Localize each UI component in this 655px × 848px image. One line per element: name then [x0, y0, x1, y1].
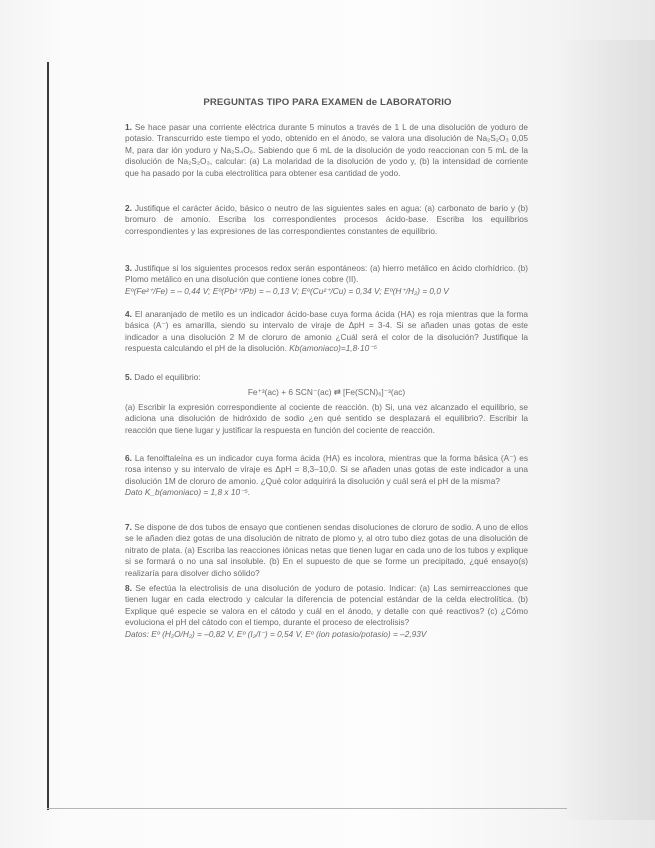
question-5: [125, 372, 528, 436]
question-6: [125, 453, 528, 499]
question-data: Kb(amoniaco)=1,8·10⁻⁵: [289, 343, 378, 354]
question-data: Eº(Fe²⁺/Fe) = – 0,44 V; Eº(Pb²⁺/Pb) = – 0,13 V; Eº(Cu²⁺/Cu) = 0,34 V; Eº(H⁺/H₂) = 0,0 V: [125, 285, 449, 296]
question-text: Se hace pasar una corriente eléctrica durante 5 minutos a través de 1 L de una disolución de yoduro de potasio. Transcurrido este tiempo el yodo, obtenido en el ánodo, se valora una disolución de Na₂S₂O₃ 0,05 M, para dar ión yoduro y Na₂S₄O₆. Sabiendo que 6 mL de la disolución de yodo reaccionan con 5 mL de la disolución de Na₂S₂O₃, calcular: (a) La molaridad de la disolución de yodo y, (b) la intensidad de corriente que ha pasado por la cuba electrolítica para obtener esa cantidad de yodo.: [125, 122, 528, 178]
question-text: La fenolftaleína es un indicador cuya forma ácida (HA) es incolora, mientras que la forma básica (A⁻) es rosa intenso y su intervalo de viraje es ΔpH = 8,3–10,0. Si se añaden unas gotas de este indicador a una disolución 1M de cloruro de amonio. ¿Qué color adquirirá la disolución y cuál será el pH de la misma?: [125, 453, 528, 486]
question-number: 5.: [125, 372, 132, 382]
question-text: El anaranjado de metilo es un indicador ácido-base cuya forma ácida (HA) es roja mientras que la forma básica (A⁻) es amarilla, siendo su intervalo de viraje de ΔpH = 3-4. Si se añaden unas gotas de este indicador a una disolución 2 M de cloruro de amonio ¿Cuál será el color de la disolución? Justifique la respuesta calculando el pH de la disolución.: [125, 309, 528, 354]
question-number: 1.: [125, 122, 132, 132]
question-intro: Dado el equilibrio:: [134, 372, 201, 382]
question-data: Dato K_b(amoniaco) = 1,8 x 10⁻⁵.: [125, 487, 251, 498]
question-3: [125, 263, 528, 297]
question-4: [125, 309, 528, 355]
question-number: 8.: [125, 583, 132, 593]
document-title: PREGUNTAS TIPO PARA EXAMEN de LABORATORIO: [203, 97, 452, 108]
question-text: Justifique si los siguientes procesos redox serán espontáneos: (a) hierro metálico en ácido clorhídrico. (b) Plomo metálico en una disolución que contiene iones cobre (II).: [125, 263, 528, 285]
question-number: 7.: [125, 522, 132, 532]
question-text: Se efectúa la electrolisis de una disolución de yoduro de potasio. Indicar: (a) Las semirreacciones que tienen lugar en cada electrodo y calcular la diferencia de potencial estándar de la celda electrolítica. (b) Explique qué especie se valora en el cátodo y cuál en el ánodo, y detalle con qué reactivos? (c) ¿Cómo evoluciona el pH del cátodo con el tiempo, durante el proceso de electrolisis?: [125, 583, 528, 628]
question-7: [125, 522, 528, 579]
question-1: [125, 122, 528, 179]
page-shadow: [560, 40, 655, 820]
equilibrium-equation: Fe⁺³(ac) + 6 SCN⁻(ac) ⇄ [Fe(SCN)₆]⁻³(ac): [247, 387, 406, 398]
question-2: [125, 203, 528, 237]
question-text: Se dispone de dos tubos de ensayo que contienen sendas disoluciones de cloruro de sodio. A uno de ellos se le añaden diez gotas de una disolución de nitrato de plomo y, al otro tubo diez gotas de una disolución de nitrato de plata. (a) Escriba las reacciones iónicas netas que tienen lugar en cada uno de los tubos y explique si se formará o no una sal insoluble. (b) En el supuesto de que se forme un precipitado, ¿qué ensayo(s) realizaría para disolver dicho sólido?: [125, 522, 528, 578]
question-data: Datos: Eº (H₂O/H₂) = –0,82 V, Eº (I₂/I⁻) = 0,54 V, Eº (ion potasio/potasio) = –2,93V: [125, 628, 427, 639]
question-number: 4.: [125, 309, 132, 319]
question-number: 6.: [125, 453, 132, 463]
paper-edge-left: [47, 62, 49, 810]
question-number: 2.: [125, 203, 132, 213]
question-text: Justifique el carácter ácido, básico o neutro de las siguientes sales en agua: (a) carbonato de bario y (b) bromuro de amonio. Escriba los correspondientes procesos ácido-base. Escriba los equilibrios correspondientes y las expresiones de las correspondientes constantes de equilibrio.: [125, 203, 528, 236]
question-text: (a) Escribir la expresión correspondiente al cociente de reacción. (b) Si, una vez alcanzado el equilibrio, se adiciona una disolución de hidróxido de sodio ¿en qué sentido se desplazará el equilibrio?. Escribir la reacción que tiene lugar y justificar la respuesta en función del cociente de reacción.: [125, 401, 528, 435]
question-number: 3.: [125, 263, 132, 273]
question-8: [125, 583, 528, 640]
paper-edge-bottom: [47, 808, 567, 809]
